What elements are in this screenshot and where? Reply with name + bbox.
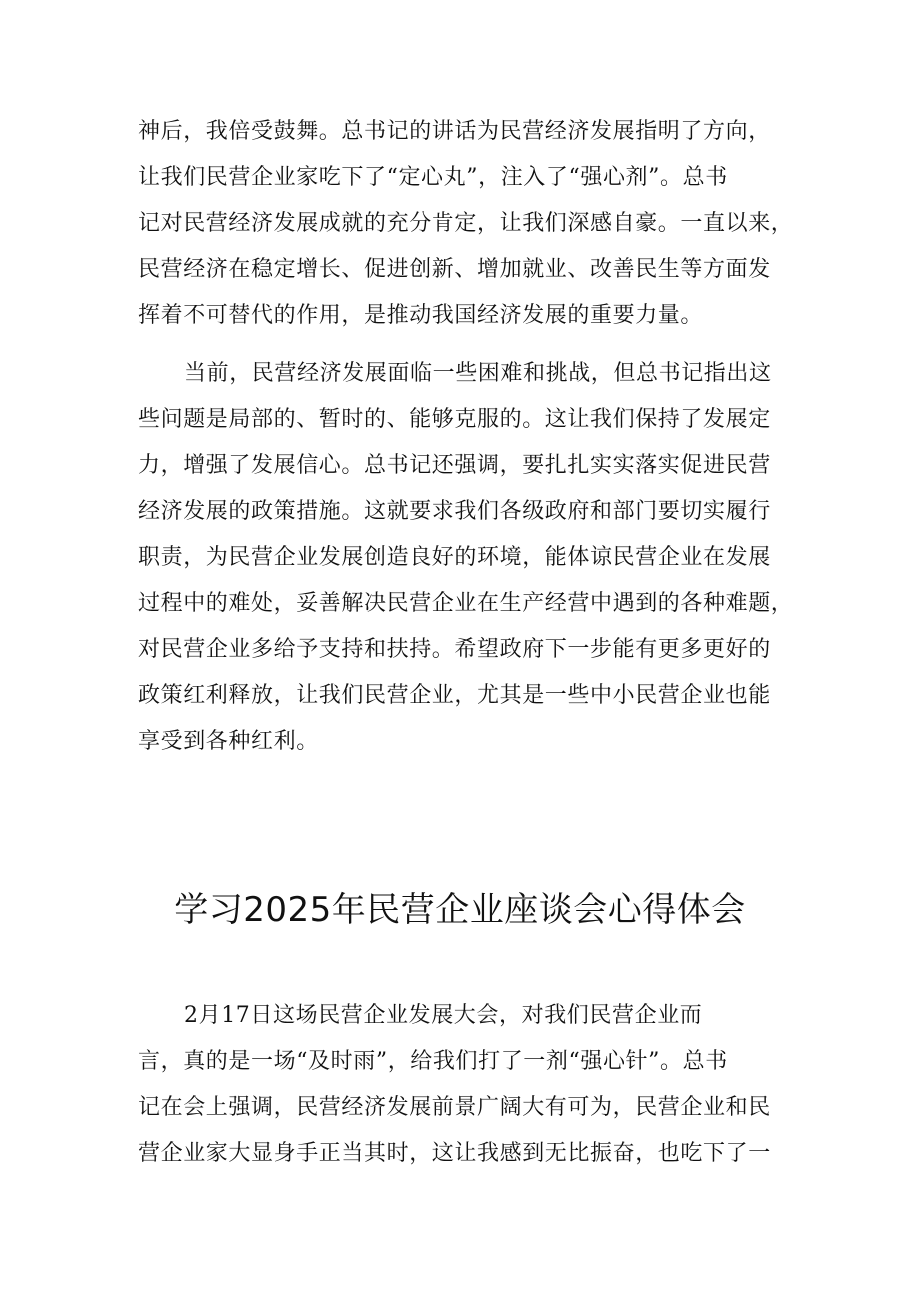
- section-title: 学习2025年民营企业座谈会心得体会: [174, 890, 746, 930]
- text-line: 让我们民营企业家吃下了“定心丸”，注入了“强心剂”。总书: [138, 165, 728, 190]
- text-line: 享受到各种红利。: [138, 729, 319, 754]
- text-line: 挥着不可替代的作用，是推动我国经济发展的重要力量。: [138, 303, 704, 328]
- text-line: 当前，民营经济发展面临一些困难和挑战，但总书记指出这: [184, 361, 772, 386]
- text-line: 记在会上强调，民营经济发展前景广阔大有可为，民营企业和民: [138, 1095, 771, 1120]
- text-line: 经济发展的政策措施。这就要求我们各级政府和部门要切实履行: [138, 499, 771, 524]
- text-line: 力，增强了发展信心。总书记还强调，要扎扎实实落实促进民营: [138, 453, 771, 478]
- text-line: 政策红利释放，让我们民营企业，尤其是一些中小民营企业也能: [138, 683, 771, 708]
- text-line: 神后，我倍受鼓舞。总书记的讲话为民营经济发展指明了方向，: [138, 119, 771, 144]
- text-line: 民营经济在稳定增长、促进创新、增加就业、改善民生等方面发: [138, 257, 771, 282]
- paragraph-intro: [138, 993, 798, 1177]
- text-line: 对民营企业多给予支持和扶持。希望政府下一步能有更多更好的: [138, 637, 771, 662]
- text-line: 过程中的难处，妥善解决民营企业在生产经营中遇到的各种难题，: [138, 591, 794, 616]
- text-line: 言，真的是一场“及时雨”，给我们打了一剂“强心针”。总书: [138, 1049, 728, 1074]
- text-line: 记对民营经济发展成就的充分肯定，让我们深感自豪。一直以来，: [138, 211, 794, 236]
- text-line: 些问题是局部的、暂时的、能够克服的。这让我们保持了发展定: [138, 407, 771, 432]
- paragraph-current-situation: [138, 351, 798, 765]
- text-line: 2月17日这场民营企业发展大会，对我们民营企业而: [184, 1003, 703, 1028]
- text-line: 营企业家大显身手正当其时，这让我感到无比振奋，也吃下了一: [138, 1141, 771, 1166]
- paragraph-continuation: [138, 109, 798, 339]
- text-line: 职责，为民营企业发展创造良好的环境，能体谅民营企业在发展: [138, 545, 771, 570]
